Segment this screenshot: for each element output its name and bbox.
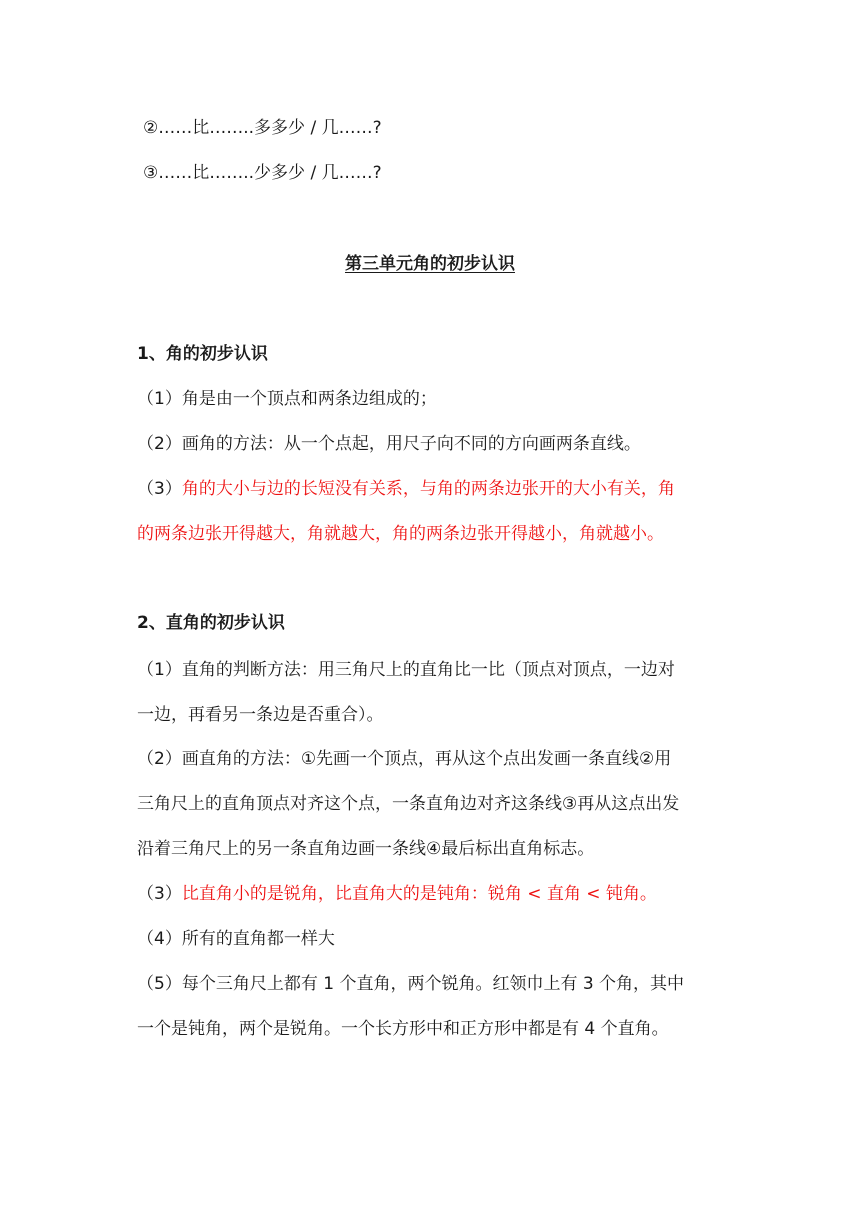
section-2-paragraph-5-line-1: （5）每个三角尺上都有 1 个直角，两个锐角。红领巾上有 3 个角，其中 bbox=[137, 974, 685, 994]
section-2-paragraph-1-line-2: 一边，再看另一条边是否重合）。 bbox=[137, 705, 384, 725]
section-2-paragraph-4: （4）所有的直角都一样大 bbox=[137, 929, 335, 949]
section-1-paragraph-2: （2）画角的方法：从一个点起，用尺子向不同的方向画两条直线。 bbox=[137, 434, 641, 454]
section-2-paragraph-1-line-1: （1）直角的判断方法：用三角尺上的直角比一比（顶点对顶点，一边对 bbox=[137, 660, 675, 680]
compare-item-2: ②……比……..多多少 / 几……? bbox=[143, 118, 382, 138]
highlighted-text: 比直角小的是锐角，比直角大的是钝角：锐角 < 直角 < 钝角。 bbox=[181, 884, 657, 904]
section-2-paragraph-2-line-2: 三角尺上的直角顶点对齐这个点，一条直角边对齐这条线③再从这点出发 bbox=[137, 794, 680, 814]
section-2-paragraph-2-line-1: （2）画直角的方法：①先画一个顶点，再从这个点出发画一条直线②用 bbox=[137, 749, 672, 769]
section-1-paragraph-1: （1）角是由一个顶点和两条边组成的； bbox=[137, 389, 437, 409]
section-2-heading: 2、直角的初步认识 bbox=[137, 613, 285, 633]
section-2-paragraph-3 bbox=[137, 882, 657, 906]
section-1-paragraph-3-line-1 bbox=[137, 477, 675, 501]
unit-title bbox=[0, 252, 860, 276]
section-1-paragraph-3-line-2: 的两条边张开得越大，角就越大，角的两条边张开得越小，角就越小。 bbox=[137, 524, 664, 544]
paragraph-number: （3） bbox=[137, 884, 182, 904]
paragraph-number: （3） bbox=[137, 479, 182, 499]
compare-item-3: ③……比……..少多少 / 几……? bbox=[143, 163, 382, 183]
section-2-paragraph-2-line-3: 沿着三角尺上的另一条直角边画一条线④最后标出直角标志。 bbox=[137, 839, 595, 859]
unit-title-text: 第三单元角的初步认识 bbox=[345, 254, 515, 274]
highlighted-text: 角的大小与边的长短没有关系，与角的两条边张开的大小有关，角 bbox=[181, 479, 675, 499]
section-2-paragraph-5-line-2: 一个是钝角，两个是锐角。一个长方形中和正方形中都是有 4 个直角。 bbox=[137, 1019, 669, 1039]
section-1-heading: 1、角的初步认识 bbox=[137, 344, 268, 364]
